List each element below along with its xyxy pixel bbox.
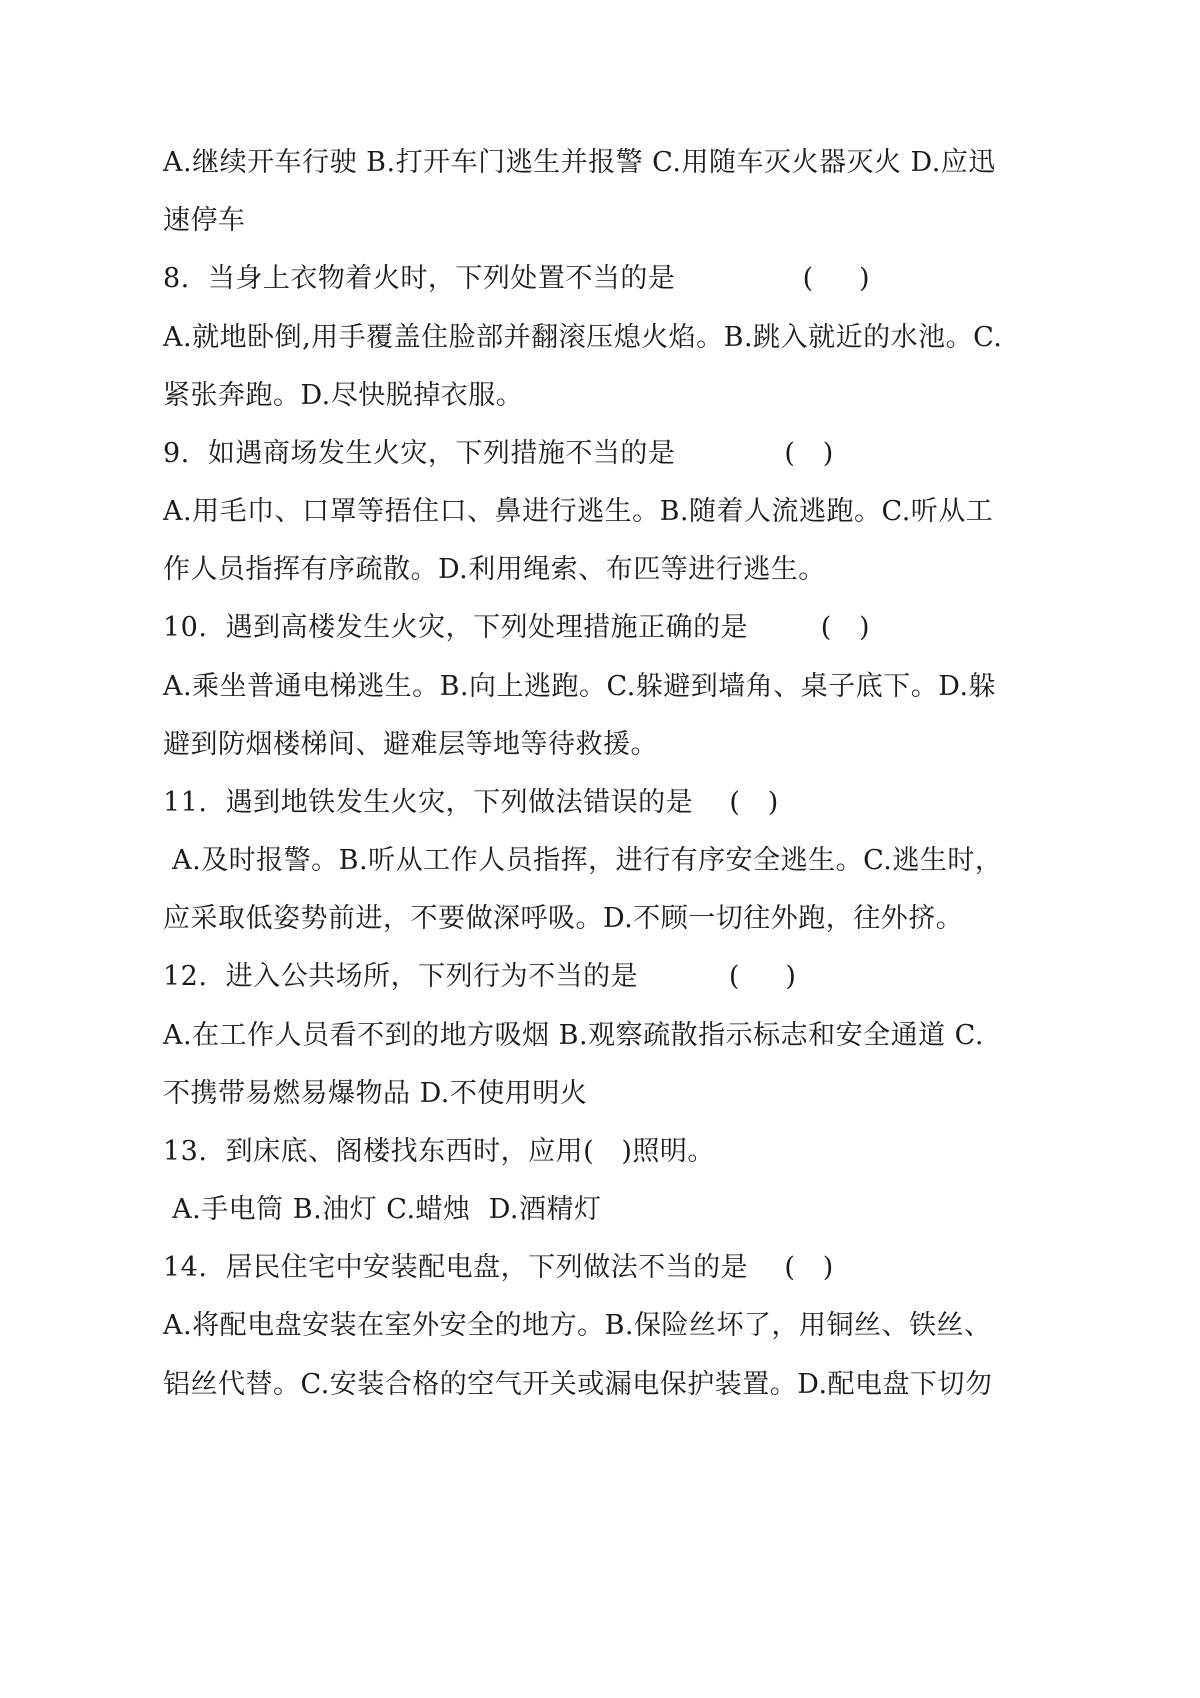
text-line: A.手电筒 B.油灯 C.蜡烛 D.酒精灯 [163, 1194, 602, 1225]
text-line: 不携带易燃易爆物品 D.不使用明火 [163, 1078, 588, 1109]
text-line: 应采取低姿势前进，不要做深呼吸。D.不顾一切往外跑，往外挤。 [163, 903, 964, 934]
question-line: 10. 遇到高楼发生火灾，下列处理措施正确的是 ( ) [163, 612, 871, 643]
question-line: 12. 进入公共场所，下列行为不当的是 ( ) [163, 961, 797, 992]
text-line: A.及时报警。B.听从工作人员指挥，进行有序安全逃生。C.逃生时， [163, 845, 1003, 876]
text-line: A.用毛巾、口罩等捂住口、鼻进行逃生。B.随着人流逃跑。C.听从工 [163, 496, 994, 527]
question-line: 11. 遇到地铁发生火灾，下列做法错误的是 ( ) [163, 787, 779, 818]
question-line: 9. 如遇商场发生火灾，下列措施不当的是 ( ) [163, 438, 834, 469]
text-line: 作人员指挥有序疏散。D.利用绳索、布匹等进行逃生。 [163, 554, 826, 585]
question-line: 8. 当身上衣物着火时，下列处置不当的是 ( ) [163, 263, 871, 294]
text-line: A.继续开车行驶 B.打开车门逃生并报警 C.用随车灭火器灭火 D.应迅 [163, 147, 996, 178]
text-line: A.就地卧倒,用手覆盖住脸部并翻滚压熄火焰。B.跳入就近的水池。C. [163, 322, 1003, 353]
text-line: 紧张奔跑。D.尽快脱掉衣服。 [163, 380, 524, 411]
text-line: A.乘坐普通电梯逃生。B.向上逃跑。C.躲避到墙角、桌子底下。D.躲 [163, 671, 997, 702]
text-line: 避到防烟楼梯间、避难层等地等待救援。 [163, 729, 658, 760]
text-line: A.将配电盘安装在室外安全的地方。B.保险丝坏了，用铜丝、铁丝、 [163, 1310, 992, 1341]
text-line: 速停车 [163, 205, 246, 236]
text-line: 铝丝代替。C.安装合格的空气开关或漏电保护装置。D.配电盘下切勿 [163, 1369, 993, 1400]
text-line: A.在工作人员看不到的地方吸烟 B.观察疏散指示标志和安全通道 C. [163, 1020, 984, 1051]
question-line: 13. 到床底、阁楼找东西时，应用( )照明。 [163, 1136, 715, 1167]
question-line: 14. 居民住宅中安装配电盘，下列做法不当的是 ( ) [163, 1252, 834, 1283]
